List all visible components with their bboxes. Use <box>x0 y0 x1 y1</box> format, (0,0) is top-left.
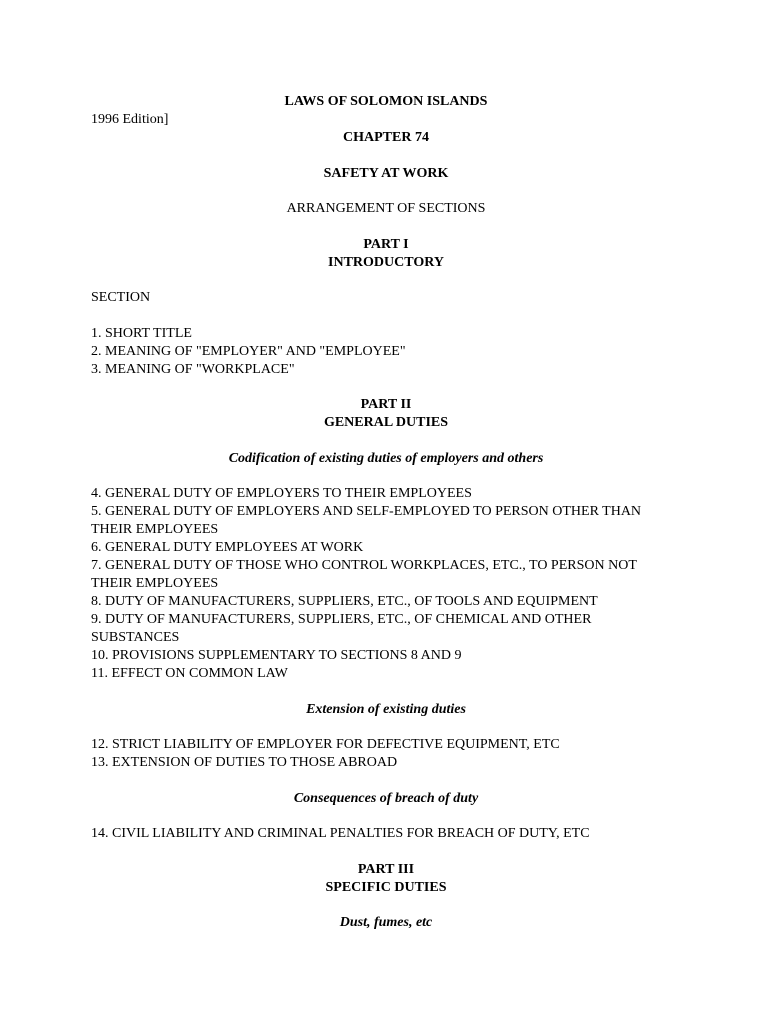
chapter-title: CHAPTER 74 <box>343 130 429 145</box>
spacer <box>91 379 681 397</box>
toc-item[interactable]: 5. GENERAL DUTY OF EMPLOYERS AND SELF-EMPLOYED TO PERSON OTHER THAN THEIR EMPLOYEES <box>91 504 645 537</box>
spacer <box>91 432 681 450</box>
toc-item[interactable]: 7. GENERAL DUTY OF THOSE WHO CONTROL WORKPLACES, ETC., TO PERSON NOT THEIR EMPLOYEES <box>91 558 640 591</box>
spacer <box>91 272 681 290</box>
toc-item[interactable]: 13. EXTENSION OF DUTIES TO THOSE ABROAD <box>91 755 398 770</box>
part2-subheading: Codification of existing duties of employers and others <box>228 450 544 466</box>
spacer <box>91 307 681 325</box>
spacer <box>91 111 681 129</box>
edition-note: 1996 Edition] <box>91 112 169 127</box>
toc-item[interactable]: 8. DUTY OF MANUFACTURERS, SUPPLIERS, ETC., OF TOOLS AND EQUIPMENT <box>91 594 598 609</box>
part1-heading: PART I <box>363 236 409 252</box>
toc-item[interactable]: 12. STRICT LIABILITY OF EMPLOYER FOR DEFECTIVE EQUIPMENT, ETC <box>91 737 560 752</box>
toc-item[interactable]: 10. PROVISIONS SUPPLEMENTARY TO SECTIONS 8 AND 9 <box>91 648 462 663</box>
part3-title: SPECIFIC DUTIES <box>325 879 447 895</box>
part1-title: INTRODUCTORY <box>328 254 444 270</box>
part2-title: GENERAL DUTIES <box>323 415 449 430</box>
spacer <box>91 218 681 236</box>
spacer <box>91 683 681 701</box>
toc-item[interactable]: 6. GENERAL DUTY EMPLOYEES AT WORK <box>91 540 364 555</box>
spacer <box>91 808 681 826</box>
spacer <box>91 843 681 861</box>
document-page <box>91 93 681 932</box>
toc-item[interactable]: 2. MEANING OF "EMPLOYER" AND "EMPLOYEE" <box>91 343 406 359</box>
part2-subheading: Extension of existing duties <box>306 701 466 717</box>
spacer <box>91 897 681 915</box>
arrangement-heading: ARRANGEMENT OF SECTIONS <box>286 201 486 216</box>
spacer <box>91 468 681 486</box>
toc-item[interactable]: 9. DUTY OF MANUFACTURERS, SUPPLIERS, ETC., OF CHEMICAL AND OTHER SUBSTANCES <box>91 612 595 645</box>
laws-title: LAWS OF SOLOMON ISLANDS <box>284 94 488 109</box>
toc-item[interactable]: 11. EFFECT ON COMMON LAW <box>91 666 288 681</box>
spacer <box>91 183 681 201</box>
toc-item[interactable]: 14. CIVIL LIABILITY AND CRIMINAL PENALTIES FOR BREACH OF DUTY, ETC <box>91 826 590 841</box>
toc-item[interactable]: 3. MEANING OF "WORKPLACE" <box>91 361 295 377</box>
act-title: SAFETY AT WORK <box>323 165 449 181</box>
spacer <box>91 772 681 790</box>
spacer <box>91 719 681 737</box>
part3-heading: PART III <box>357 861 415 877</box>
toc-item[interactable]: 4. GENERAL DUTY OF EMPLOYERS TO THEIR EMPLOYEES <box>91 486 472 501</box>
section-label: SECTION <box>91 290 151 305</box>
part3-subheading: Dust, fumes, etc <box>339 915 433 930</box>
toc-item[interactable]: 1. SHORT TITLE <box>91 325 192 341</box>
spacer <box>91 147 681 165</box>
part2-subheading: Consequences of breach of duty <box>293 790 479 806</box>
part2-heading: PART II <box>360 397 412 412</box>
